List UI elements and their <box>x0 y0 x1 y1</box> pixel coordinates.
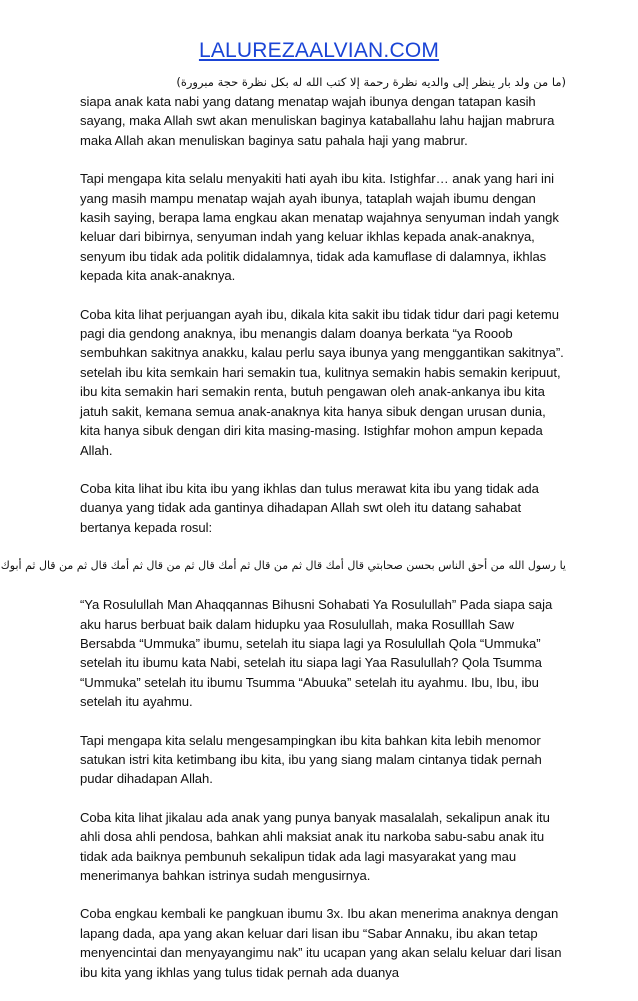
arabic-hadith-quote: يا رسول الله من أحق الناس بحسن صحابتي قال أمك قال ثم من قال ثم أمك قال ثم من قال ثم أمك قال ثم من قال ثم أبوك <box>0 559 566 573</box>
paragraph-4: Coba kita lihat ibu kita ibu yang ikhlas dan tulus merawat kita ibu yang tidak ada duanya yang tidak ada gantinya dihadapan Allah swt oleh itu datang sahabat bertanya kepada rosul: <box>80 480 539 535</box>
paragraph-8: Coba engkau kembali ke pangkuan ibumu 3x. Ibu akan menerima anaknya dengan lapang dada, apa yang akan keluar dari lisan ibu “Sabar Annaku, ibu akan tetap menyencintai dan menyayangimu nak” itu ucapan yang akan selalu keluar dari lisan ibu kita yang ikhlas yang tulus tidak pernah ada duanya <box>80 906 562 980</box>
paragraph-2: Tapi mengapa kita selalu menyakiti hati ayah ibu kita. Istighfar… anak yang hari ini yang masih mampu menatap wajah ayah ibunya, tataplah wajah ibumu dengan kasih saying, berapa lama engkau akan menatap wajahnya senyuman indah yangk keluar dari bibirnya, senyuman indah yang keluar ikhlas kepada anak-anaknya, senyum ibu tidak ada politik didalamnya, tidak ada kamuflase di dalamnya, ikhlas kepada kita anak-anaknya. <box>80 171 559 284</box>
paragraph-5: “Ya Rosulullah Man Ahaqqannas Bihusni Sohabati Ya Rosulullah” Pada siapa saja aku harus berbuat baik dalam hidupku yaa Rosulullah, maka Rosulllah Saw Bersabda “Ummuka” ibumu, setelah itu siapa lagi ya Rosulullah Qola “Ummuka” setelah itu ibumu kata Nabi, setelah itu siapa lagi Yaa Rasulullah? Qola Tsumma “Ummuka” setelah itu ibumu Tsumma “Abuuka” setelah itu ayahmu. Ibu, Ibu, ibu setelah itu ayahmu. <box>80 597 553 710</box>
paragraph-1: siapa anak kata nabi yang datang menatap wajah ibunya dengan tatapan kasih sayang, maka Allah swt akan menuliskan baginya kataballahu lahu hajjan mabrura maka Allah akan menuliskan baginya satu pahala haji yang mabrur. <box>80 94 555 148</box>
article-body <box>0 72 566 1001</box>
paragraph-6: Tapi mengapa kita selalu mengesampingkan ibu kita bahkan kita lebih menomor satukan istri kita ketimbang ibu kita, ibu yang siang malam cintanya tidak pernah pudar dihadapan Allah. <box>80 732 542 787</box>
paragraph-3: Coba kita lihat perjuangan ayah ibu, dikala kita sakit ibu tidak tidur dari pagi ketemu pagi dia gendong anaknya, ibu menangis dalam doanya berkata “ya Rooob sembuhkan sakitnya anakku, kalau perlu saya ibunya yang menggantikan sakitnya”. setelah ibu kita semkain hari semakin tua, kulitnya semakin habis semakin keripuut, ibu kita semakin hari semakin renta, butuh pengawan oleh anak-ankanya ibu kita jatuh sakit, kemana semua anak-anaknya kita hanya sibuk dengan urusan dunia, kita hanya sibuk dengan diri kita masing-masing. Istighfar mohon ampun kepada Allah. <box>80 306 564 458</box>
paragraph-7: Coba kita lihat jikalau ada anak yang punya banyak masalalah, sekalipun anak itu ahli dosa ahli pendosa, bahkan ahli maksiat anak itu narkoba sabu-sabu anak itu tidak ada baiknya pembunuh sekalipun tidak ada lagi masyarakat yang mau menerimanya bahkan istrinya sudah mengusirnya. <box>80 809 550 883</box>
site-title-link[interactable]: LALUREZAALVIAN.COM <box>198 39 440 62</box>
arabic-intro-quote: (ما من ولد بار ينظر إلى والديه نظرة رحمة إلا كتب الله له بكل نظرة حجة مبرورة) <box>176 75 566 89</box>
